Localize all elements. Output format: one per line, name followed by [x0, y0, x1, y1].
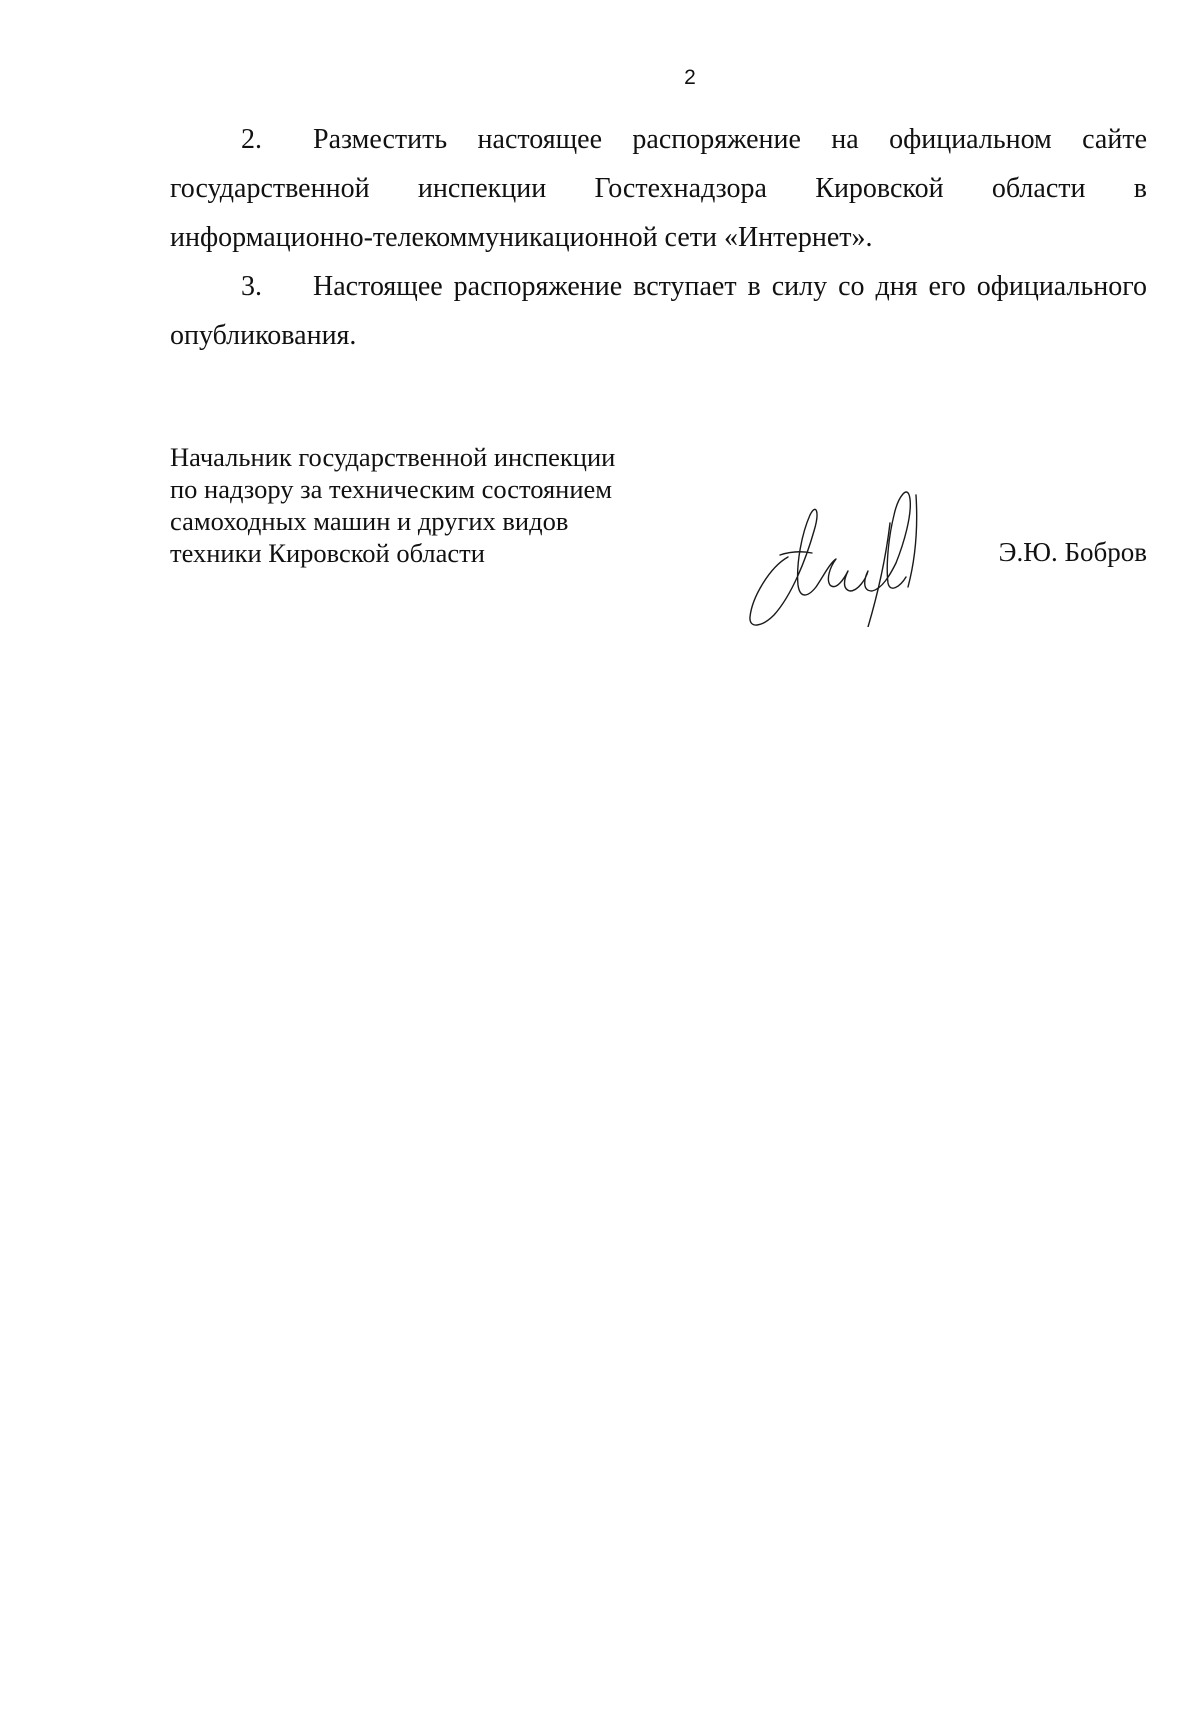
- signer-position-line: самоходных машин и других видов: [170, 506, 569, 536]
- signer-position: [170, 441, 690, 569]
- paragraph-text: Настоящее распоряжение вступает в силу со дня его официального опубликования.: [170, 271, 1147, 351]
- signer-name: Э.Ю. Бобров: [998, 537, 1147, 567]
- handwritten-signature: [740, 467, 950, 627]
- paragraph-3: [170, 262, 1147, 360]
- paragraph-number: 3.: [241, 271, 262, 302]
- signer-position-line: Начальник государственной инспекции: [170, 442, 616, 472]
- document-body: [170, 115, 1147, 360]
- page-number: 2: [684, 66, 696, 89]
- paragraph-text: Разместить настоящее распоряжение на официальном сайте государственной инспекции Гостехнадзора Кировской области в информационно-телекоммуникационной сети «Интернет».: [170, 124, 1147, 253]
- signer-position-line: по надзору за техническим состоянием: [170, 474, 613, 504]
- paragraph-2: [170, 115, 1147, 262]
- signature-block: [170, 441, 1147, 641]
- signer-position-line: техники Кировской области: [170, 538, 485, 568]
- paragraph-number: 2.: [241, 124, 262, 155]
